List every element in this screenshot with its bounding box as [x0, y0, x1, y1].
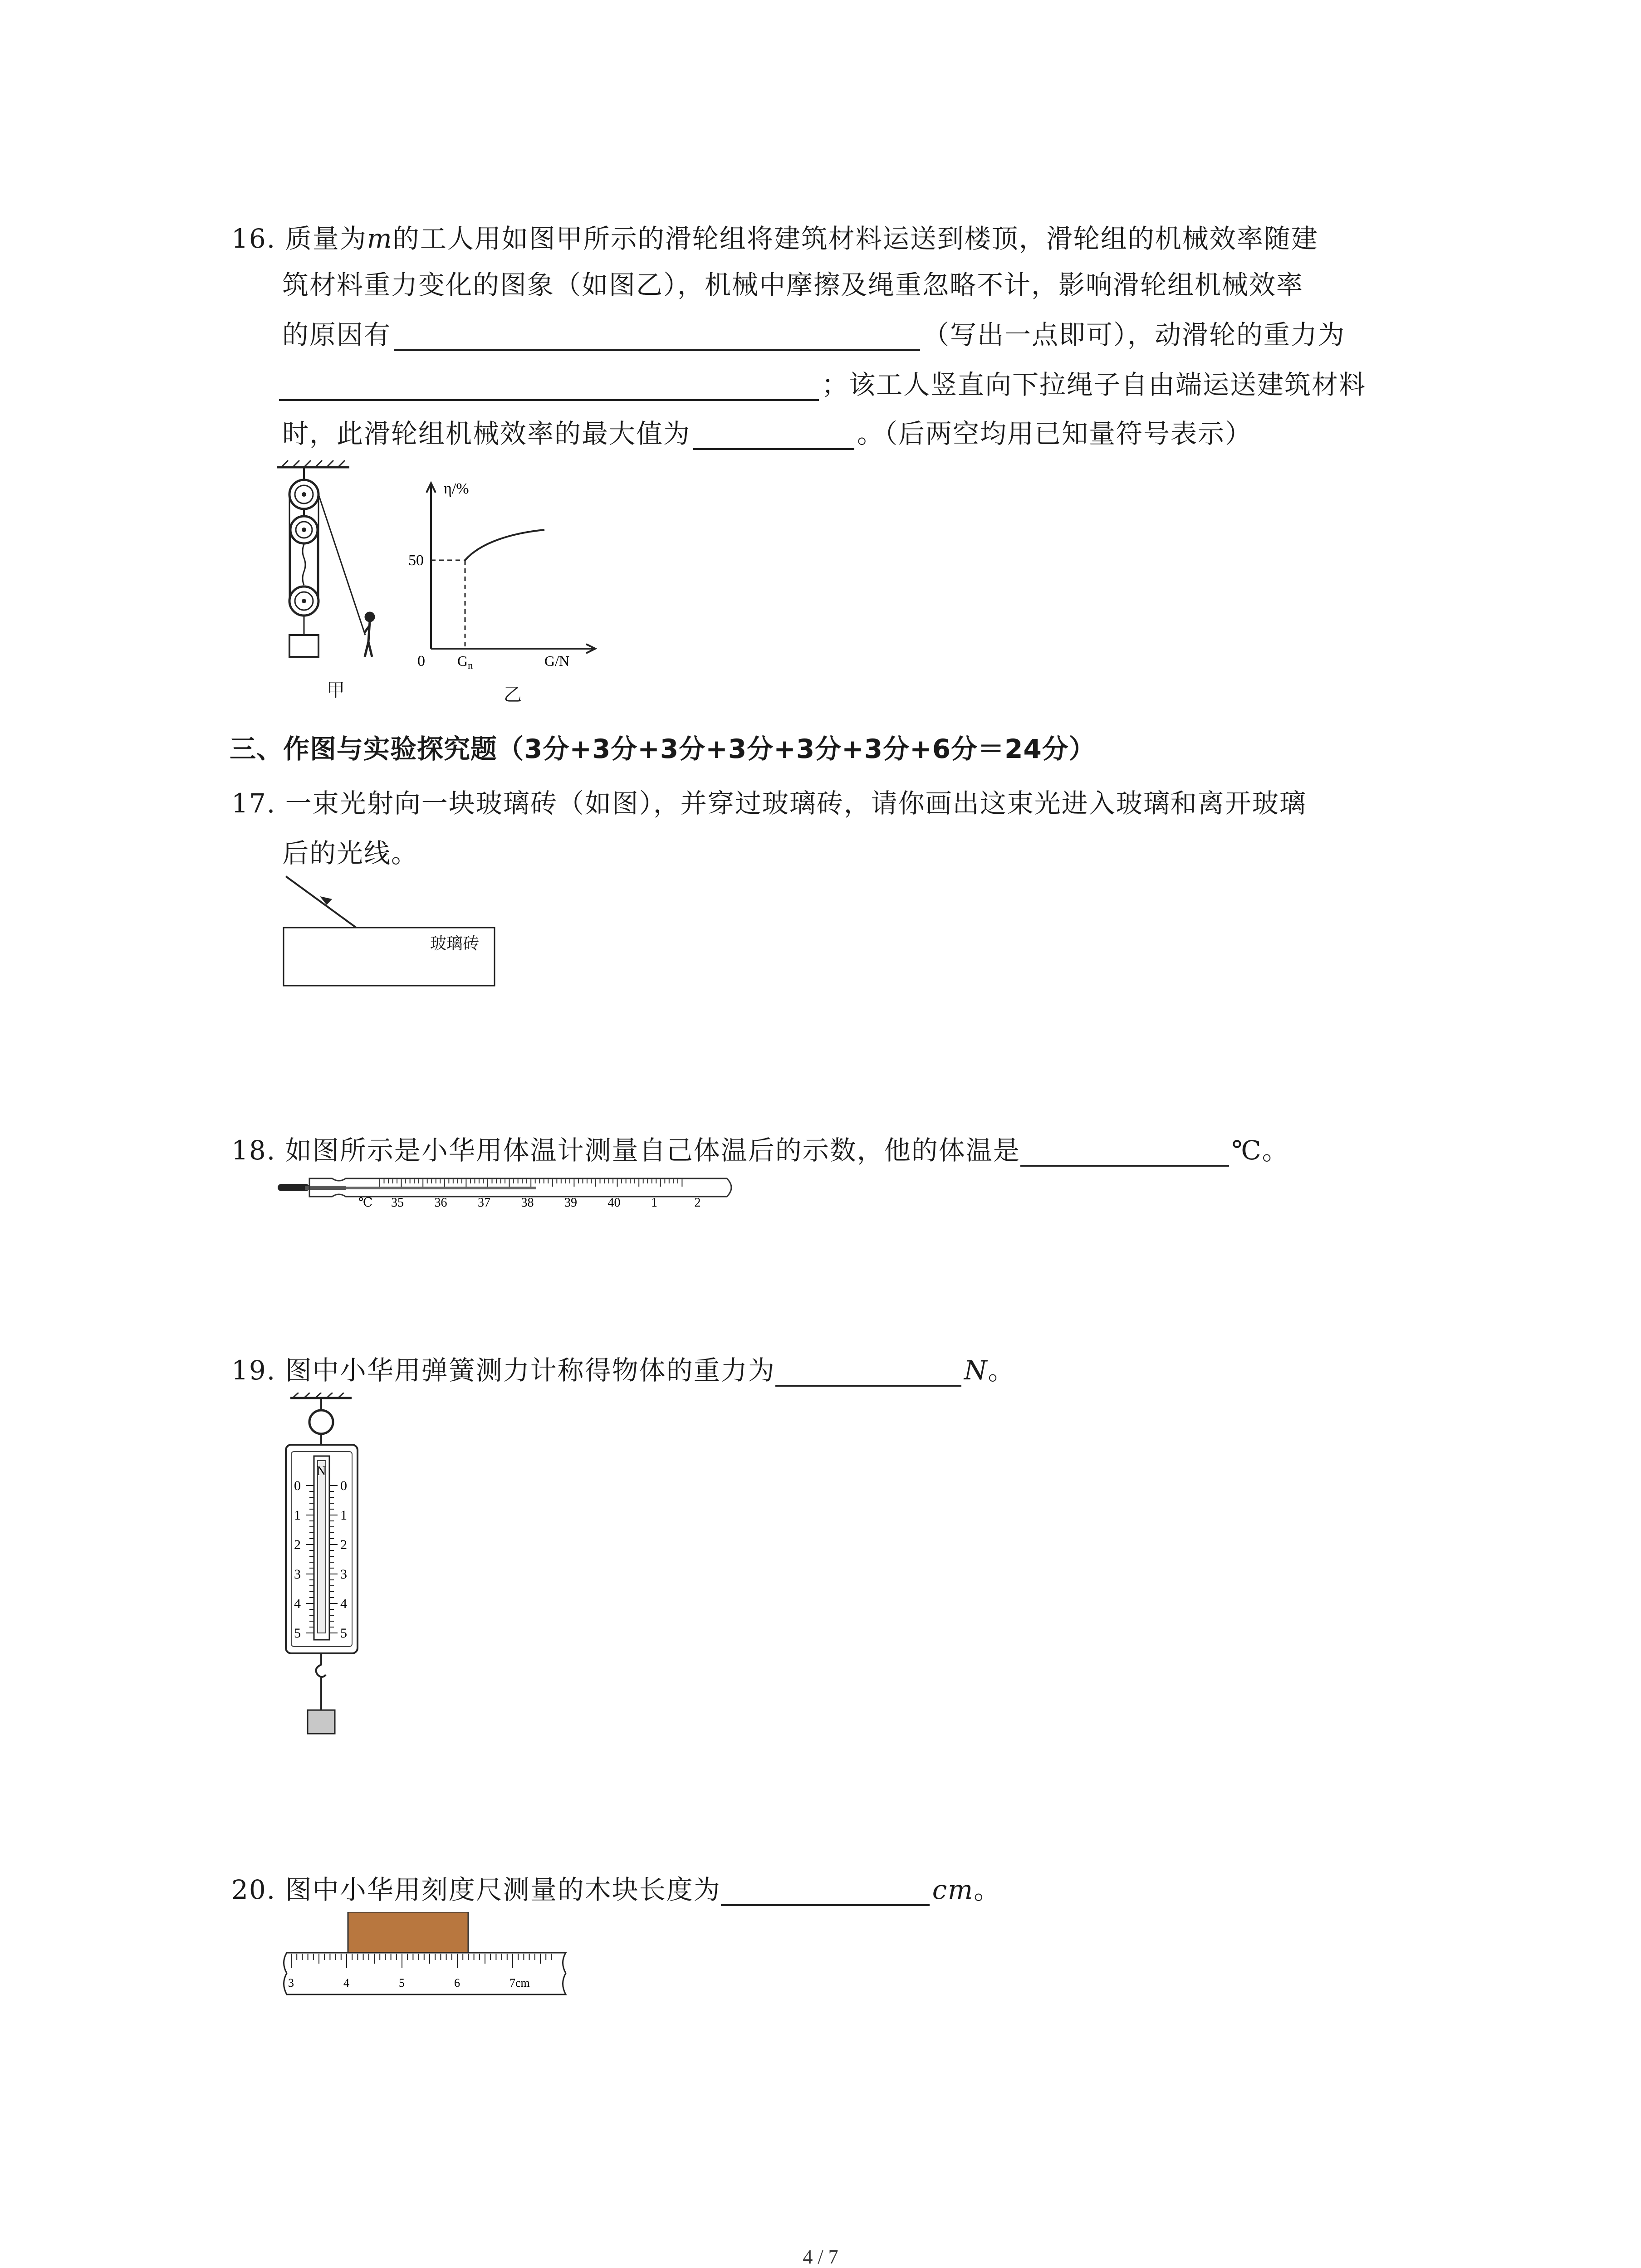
- spring-scale-figure: [281, 1393, 372, 1737]
- spring-scale-label-left: 1: [294, 1508, 301, 1523]
- q18-text: 如图所示是小华用体温计测量自己体温后的示数，他的体温是: [285, 1135, 1020, 1166]
- ruler-label: 5: [399, 1976, 405, 1989]
- spring-scale-label-left: 2: [294, 1537, 301, 1552]
- q16-line5-a: 时，此滑轮组机械效率的最大值为: [282, 418, 691, 449]
- q18-unit: ℃。: [1231, 1135, 1289, 1166]
- q17-line1: [231, 787, 1307, 820]
- section3-title: 三、作图与实验探究题（3分+3分+3分+3分+3分+3分+6分＝24分）: [230, 733, 1096, 764]
- thermometer-label: 38: [521, 1196, 534, 1209]
- spring-scale-label-right: 1: [340, 1508, 347, 1523]
- q20-unit-end: 。: [974, 1874, 1001, 1905]
- q16-line1-b: 的工人用如图甲所示的滑轮组将建筑材料运送到楼顶，滑轮组的机械效率随建: [392, 223, 1318, 254]
- q17-line1-text: 一束光射向一块玻璃砖（如图），并穿过玻璃砖，请你画出这束光进入玻璃和离开玻璃: [285, 788, 1307, 819]
- q19-line: [231, 1354, 1015, 1387]
- graph-x-tick: Gn: [457, 653, 473, 671]
- thermometer-label: 1: [651, 1196, 657, 1209]
- q16-line4: [279, 368, 1366, 401]
- ruler-figure: [278, 1912, 573, 2016]
- ruler-label: 7cm: [509, 1976, 530, 1989]
- spring-scale-label-left: 3: [294, 1567, 301, 1582]
- q16-line5-b: 。（后两空均用已知量符号表示）: [857, 418, 1253, 449]
- q20-line: [231, 1873, 1001, 1906]
- q19-unit-var: N: [964, 1355, 988, 1386]
- graph-origin: 0: [417, 653, 425, 670]
- graph-x-axis-label: G/N: [544, 653, 570, 669]
- q16-line3: [282, 318, 1345, 351]
- q16-line1: [231, 222, 1318, 255]
- q16-blank-2[interactable]: [279, 372, 819, 401]
- q16-var-m: m: [367, 223, 393, 254]
- q18-number: 18.: [231, 1135, 276, 1166]
- q16-line3-a: 的原因有: [282, 319, 392, 350]
- thermometer-label: 2: [694, 1196, 701, 1209]
- spring-scale-label-left: 4: [294, 1596, 301, 1611]
- q17-line2: [282, 837, 418, 870]
- spring-scale-label-left: 5: [294, 1626, 301, 1641]
- q20-unit-var: cm: [932, 1874, 974, 1905]
- q18-line: [231, 1134, 1289, 1167]
- q16-line2: [282, 269, 1303, 301]
- q19-text: 图中小华用弹簧测力计称得物体的重力为: [285, 1355, 775, 1386]
- q19-unit-end: 。: [988, 1355, 1015, 1386]
- thermometer-label: 35: [391, 1196, 404, 1209]
- q19-answer-blank[interactable]: [775, 1358, 961, 1387]
- spring-scale-label-right: 3: [340, 1567, 347, 1582]
- spring-scale-unit: N: [317, 1464, 326, 1478]
- thermometer-label: 40: [607, 1196, 621, 1209]
- q16-line5: [282, 417, 1252, 450]
- thermometer-label: 39: [564, 1196, 577, 1209]
- page-number: 4 / 7: [803, 2246, 838, 2268]
- graph-y-axis-label: η/%: [444, 480, 469, 497]
- q16-blank-3[interactable]: [693, 421, 854, 450]
- spring-scale-label-right: 4: [340, 1596, 347, 1611]
- q16-blank-1[interactable]: [394, 322, 920, 351]
- q16-line4-b: ；该工人竖直向下拉绳子自由端运送建筑材料: [822, 369, 1367, 400]
- ruler-label: 3: [288, 1976, 294, 1989]
- q16-number: 16.: [231, 223, 276, 254]
- glass-brick-label: 玻璃砖: [430, 934, 480, 953]
- ruler-label: 4: [343, 1976, 349, 1989]
- q18-answer-blank[interactable]: [1020, 1138, 1229, 1167]
- q19-number: 19.: [231, 1355, 276, 1386]
- thermometer-figure: [278, 1175, 738, 1209]
- q16-line2-text: 筑材料重力变化的图象（如图乙），机械中摩擦及绳重忽略不计，影响滑轮组机械效率: [282, 269, 1304, 300]
- spring-scale-label-right: 5: [340, 1626, 347, 1641]
- spring-scale-label-left: 0: [294, 1478, 301, 1493]
- q20-text: 图中小华用刻度尺测量的木块长度为: [285, 1874, 721, 1905]
- thermometer-unit: ℃: [358, 1196, 373, 1209]
- figure-label-jia: 甲: [327, 680, 345, 701]
- graph-y-tick-50: 50: [408, 552, 424, 569]
- ruler-label: 6: [454, 1976, 460, 1989]
- figure-label-yi: 乙: [504, 684, 522, 705]
- q17-number: 17.: [231, 788, 276, 819]
- efficiency-graph: [408, 472, 617, 671]
- pulley-system-figure: [272, 458, 408, 658]
- q16-line3-b: （写出一点即可），动滑轮的重力为: [923, 319, 1346, 350]
- thermometer-label: 37: [478, 1196, 490, 1209]
- spring-scale-label-right: 2: [340, 1537, 347, 1552]
- spring-scale-label-right: 0: [340, 1478, 347, 1493]
- q16-line1-a: 质量为: [285, 223, 367, 254]
- q20-number: 20.: [231, 1874, 276, 1905]
- q20-answer-blank[interactable]: [721, 1877, 930, 1906]
- q17-line2-text: 后的光线。: [282, 838, 419, 869]
- thermometer-label: 36: [434, 1196, 447, 1209]
